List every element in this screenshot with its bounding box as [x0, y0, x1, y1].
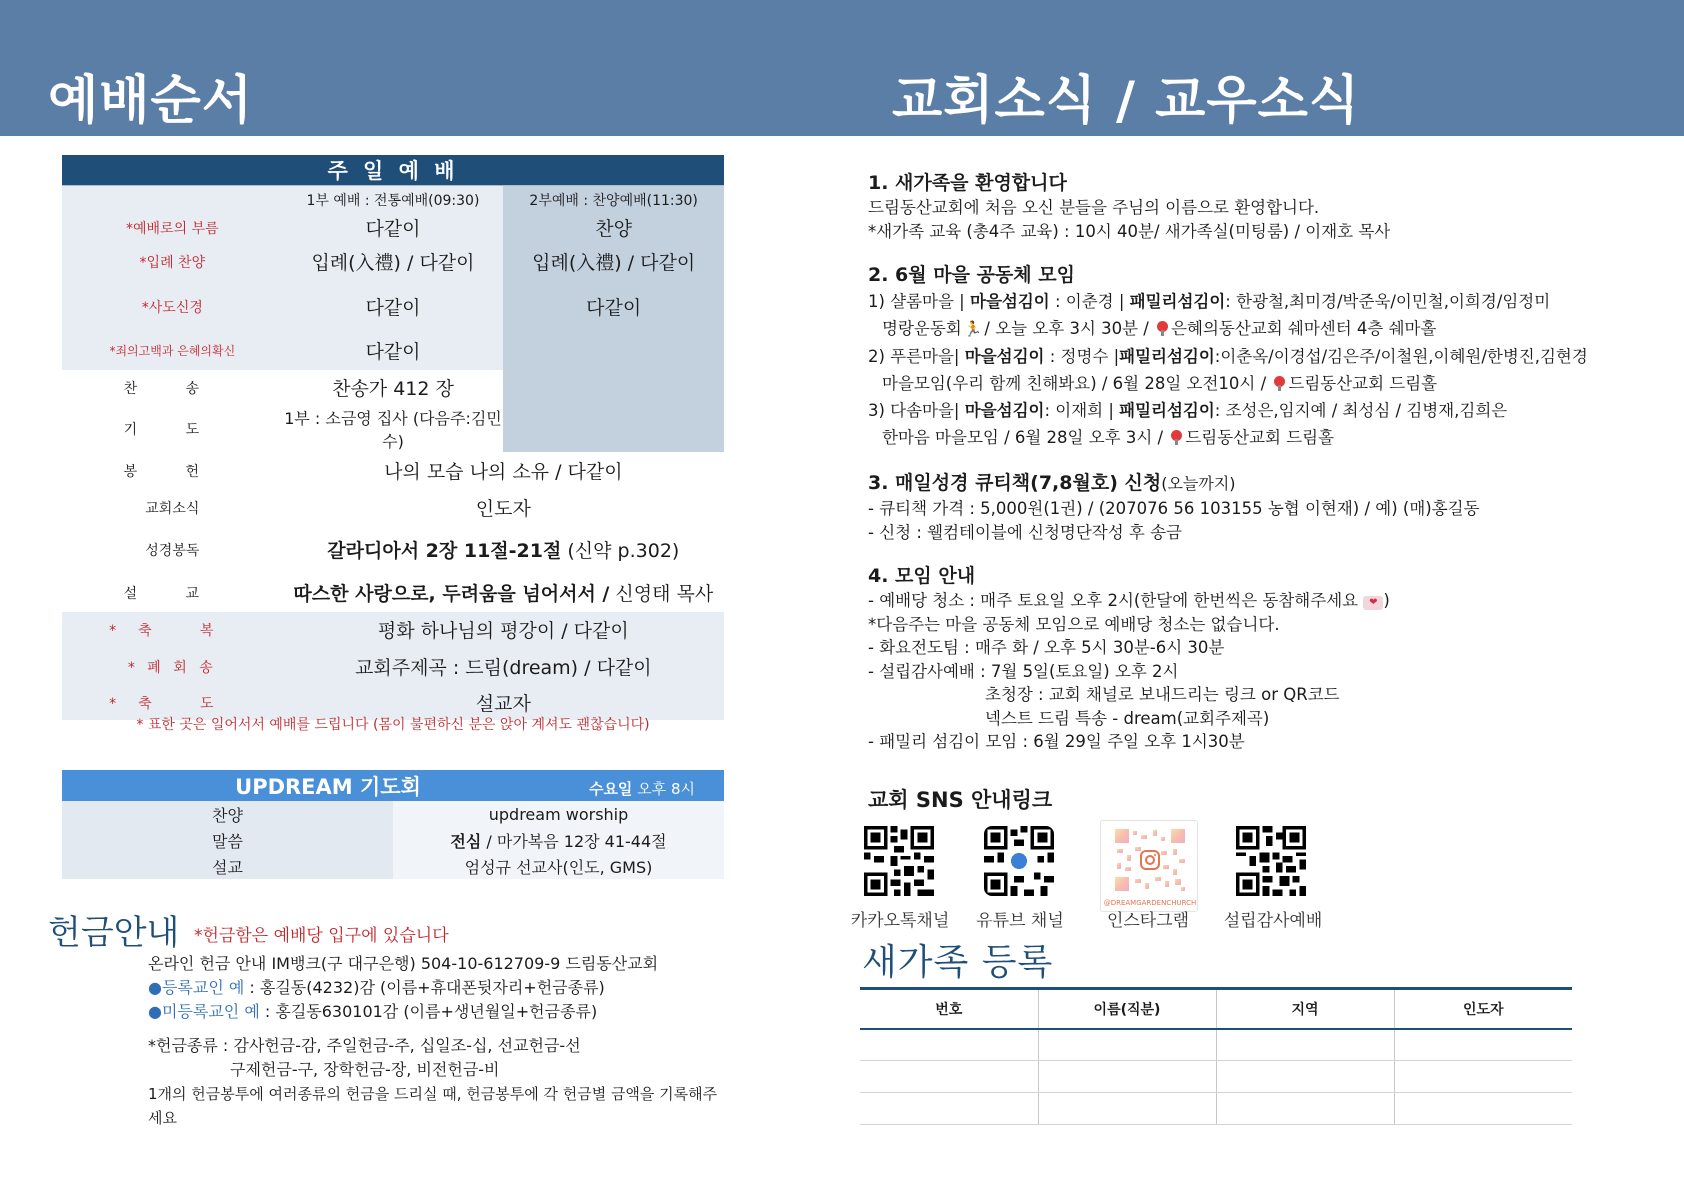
table-row	[62, 452, 724, 490]
standing-note: * 표한 곳은 일어서서 예배를 드립니다 (몸이 불편하신 분은 앉아 계셔도 괜찮습니다)	[136, 717, 650, 733]
news-section-village: 2. 6월 마을 공동체 모임 1) 샬롬마을 | 마을섬김이 : 이춘경 | 패밀리섬김이: 한광철,최미경/박준욱/이민철,이희경/임정미 명랑운동회 🏃 / 오늘 오후 3시 30분 / 은혜의동산교회 쉐마센터 4층 쉐마홀 2) 푸른마을| 마을섬김이 : 정명수 |패밀리섬김이:이춘옥/이경섭/김은주/이철원,이혜원/한병진,김현경 마을모임(우리 함께 친해봐요) / 6월 28일 오전10시 / 드림동산교회 드림홀 3) 다솜마을| 마을섬김이: 이재희 | 패밀리섬김이: 조성은,임지예 / 최성심 / 김병재,김희은 한마음 마을모임 / 6월 28일 오후 3시 / 드림동산교회 드림홀	[868, 262, 1628, 451]
table-row	[62, 648, 724, 686]
kakao-caption: 카카오톡채널	[850, 911, 950, 931]
service1-cell: 찬송가 412 장	[332, 378, 454, 400]
registered-example-text: : 홍길동(4232)감 (이름+휴대폰뒷자리+헌금종류)	[244, 978, 605, 997]
service2-header: 2부예배 : 찬양예배(11:30)	[503, 186, 724, 214]
row-label: 찬양	[62, 801, 393, 827]
registered-example-label: ●등록교인 예	[148, 978, 245, 997]
row-label: 교회소식	[145, 500, 200, 517]
service1-header: 1부 예배 : 전통예배(09:30)	[283, 186, 504, 214]
pin-icon	[1171, 430, 1182, 444]
merged-cell	[283, 574, 724, 612]
table-row	[62, 242, 724, 282]
offering-types: *헌금종류 : 감사헌금-감, 주일헌금-주, 십일조-십, 선교헌금-선	[148, 1036, 581, 1055]
scripture-reference: 갈라디아서 2장 11절-21절	[327, 540, 562, 562]
updream-table	[62, 770, 724, 879]
service1-cell: 다같이	[283, 332, 504, 370]
updream-title: UPDREAM 기도회 수요일 오후 8시	[62, 770, 724, 801]
offering-note: *헌금함은 예배당 입구에 있습니다	[194, 926, 449, 946]
header-bar	[0, 0, 1684, 136]
row-label: *입례 찬양	[62, 242, 283, 282]
table-row	[62, 490, 724, 526]
sermon-title: 따스한 사랑으로, 두려움을 넘어서서 /	[293, 583, 610, 605]
table-row[interactable]	[860, 1061, 1572, 1093]
anniversary-qr-code[interactable]	[1236, 826, 1306, 896]
offering-envelope-note: 1개의 헌금봉투에 여러종류의 헌금을 드리실 때, 헌금봉투에 각 헌금별 금액을 기록해주세요	[148, 1085, 718, 1127]
unregistered-example-label: ●미등록교인 예	[148, 1002, 260, 1021]
row-label: *축 복	[62, 612, 283, 648]
table-row	[62, 214, 724, 242]
row-value: 전심 / 마가복음 12장 41-44절	[393, 827, 724, 853]
registration-title: 새가족 등록	[862, 942, 1054, 983]
anniversary-caption: 설립감사예배	[1223, 911, 1323, 931]
page-title-church-news: 교회소식 / 교우소식	[892, 71, 1361, 131]
table-row	[62, 853, 724, 879]
service2-cell: 입례(入禮) / 다같이	[503, 242, 724, 282]
news-section-welcome: 1. 새가족을 환영합니다 드림동산교회에 처음 오신 분들을 주님의 이름으로 환영합니다. *새가족 교육 (총4주 교육) : 10시 40분/ 새가족실(미팅룸) / 이재호 목사	[868, 170, 1628, 243]
heart-icon: ❤	[1363, 596, 1383, 610]
merged-cell: 설교자	[283, 686, 724, 720]
service2-cell: 찬양	[503, 214, 724, 242]
news-section-qt-book: 3. 매일성경 큐티책(7,8월호) 신청(오늘까지) - 큐티책 가격 : 5,000원(1권) / (207076 56 103155 농협 이현재) / 예) (매)홍길동 - 신청 : 웰컴테이블에 신청명단작성 후 송금	[868, 470, 1628, 544]
row-value: updream worship	[393, 801, 724, 827]
pin-icon	[1274, 376, 1285, 390]
row-label: 찬 송	[123, 380, 222, 397]
offering-info	[148, 952, 728, 1130]
table-row	[62, 332, 724, 370]
worship-order-table	[62, 155, 724, 720]
merged-cell: 나의 모습 나의 소유 / 다같이	[384, 461, 623, 483]
updream-time: 수요일 오후 8시	[588, 779, 695, 798]
service2-cell: 다같이	[503, 282, 724, 332]
row-label: *죄의고백과 은혜의확신	[62, 332, 283, 370]
merged-cell: 평화 하나님의 평강이 / 다같이	[283, 612, 724, 648]
merged-cell: 인도자	[475, 498, 531, 520]
church-news	[868, 170, 1628, 773]
row-label: 성경봉독	[145, 542, 200, 559]
row-label: * 폐 회 송	[62, 648, 283, 686]
page-title-worship-order: 예배순서	[48, 71, 253, 131]
row-label: *사도신경	[62, 282, 283, 332]
offering-title: 헌금안내	[48, 913, 180, 953]
instagram-caption: 인스타그램	[1106, 911, 1190, 931]
table-row[interactable]	[860, 1093, 1572, 1125]
service1-cell: 1부 : 소금영 집사 (다음주:김민수)	[284, 408, 502, 451]
table-row	[62, 801, 724, 827]
table-row	[62, 612, 724, 648]
table-row	[62, 574, 724, 612]
section-title: 2. 6월 마을 공동체 모임	[868, 264, 1075, 286]
column-header: 인도자	[1394, 989, 1572, 1029]
section-title: 3. 매일성경 큐티책(7,8월호) 신청(오늘까지)	[868, 472, 1236, 494]
instagram-qr-code[interactable]	[1100, 820, 1198, 912]
youtube-caption: 유튜브 채널	[976, 911, 1064, 931]
row-label: 설교	[62, 853, 393, 879]
row-label: 말씀	[62, 827, 393, 853]
column-header: 이름(직분)	[1038, 989, 1216, 1029]
sns-title: 교회 SNS 안내링크	[868, 788, 1053, 812]
table-row	[62, 827, 724, 853]
table-row	[62, 282, 724, 332]
online-offering-account: 온라인 헌금 안내 IM뱅크(구 대구은행) 504-10-612709-9 드림동산교회	[148, 954, 659, 973]
kakao-qr-code[interactable]	[864, 826, 934, 896]
service1-cell: 다같이	[283, 282, 504, 332]
offering-types-cont: 구제헌금-구, 장학헌금-장, 비전헌금-비	[230, 1060, 500, 1079]
table-row	[62, 526, 724, 574]
row-label: 설 교	[123, 585, 222, 602]
merged-cell: 교회주제곡 : 드림(dream) / 다같이	[283, 648, 724, 686]
runner-icon: 🏃	[963, 320, 983, 338]
service1-cell: 입례(入禮) / 다같이	[283, 242, 504, 282]
scripture-page: (신약 p.302)	[561, 540, 680, 562]
registration-table	[860, 987, 1572, 1125]
worship-table-title: 주 일 예 배	[62, 155, 724, 186]
section-title: 1. 새가족을 환영합니다	[868, 172, 1067, 194]
row-value: 엄성규 선교사(인도, GMS)	[393, 853, 724, 879]
row-label: 기 도	[123, 421, 222, 438]
preacher: 신영태 목사	[609, 583, 714, 605]
row-label: 봉 헌	[123, 463, 222, 480]
youtube-qr-code[interactable]	[984, 826, 1054, 896]
column-header: 지역	[1216, 989, 1394, 1029]
column-header: 번호	[860, 989, 1038, 1029]
unregistered-example-text: : 홍길동630101감 (이름+생년월일+헌금종류)	[259, 1002, 598, 1021]
instagram-handle: @DREAMGARDENCHURCH	[1103, 899, 1197, 907]
row-label: *예배로의 부름	[62, 214, 283, 242]
section-title: 4. 모임 안내	[868, 565, 976, 587]
merged-cell	[283, 526, 724, 574]
news-section-meetings: 4. 모임 안내 - 예배당 청소 : 매주 토요일 오후 2시(한달에 한번씩은 동참해주세요 ❤ ) *다음주는 마을 공동체 모임으로 예배당 청소는 없습니다. - 화요전도팀 : 매주 화 / 오후 5시 30분-6시 30분 - 설립감사예배 : 7월 5일(토요일) 오후 2시 초청장 : 교회 채널로 보내드리는 링크 or QR코드 넥스트 드림 특송 - dream(교회주제곡) - 패밀리 섬김이 모임 : 6월 29일 주일 오후 1시30분	[868, 563, 1628, 754]
row-label: *축 도	[62, 686, 283, 720]
table-row[interactable]	[860, 1029, 1572, 1061]
pin-icon	[1157, 321, 1168, 335]
service1-cell: 다같이	[283, 214, 504, 242]
